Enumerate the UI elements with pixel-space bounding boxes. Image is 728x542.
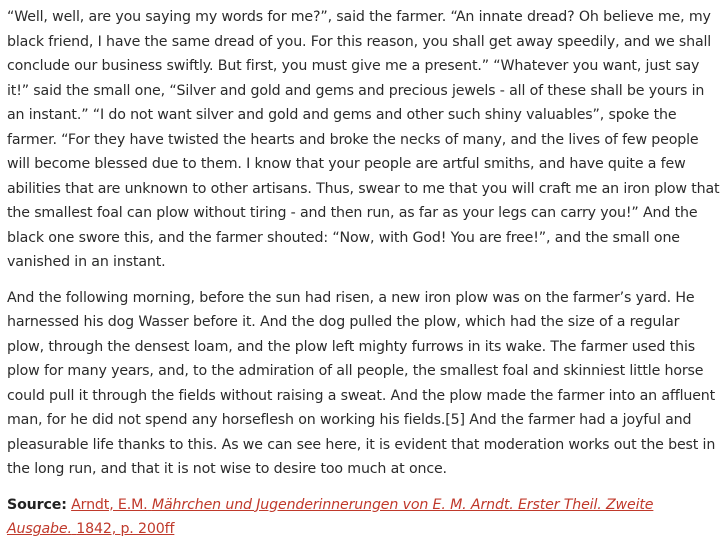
source-author: Arndt, E.M. <box>71 496 148 513</box>
story-paragraph-2: And the following morning, before the sun had risen, a new iron plow was on the farmer’s yard. He harnessed his dog Wasser before it. And the dog pulled the plow, which had the size of a regular plow, through the densest loam, and the plow left mighty furrows in its wake. The farmer used this plow for many years, and, to the admiration of all people, the smallest foal and skinniest little horse could pull it through the fields without raising a sweat. And the plow made the farmer into an affluent man, for he did not spend any horseflesh on working his fields.[5] And the farmer had a joyful and pleasurable life thanks to this. As we can see here, it is evident that moderation works out the best in the long run, and that it is not wise to desire too much at once. <box>7 289 716 477</box>
source-citation <box>7 493 720 542</box>
source-title: Mährchen und Jugenderinnerungen von E. M. Arndt. Erster Theil. Zweite Ausgabe. <box>7 496 654 537</box>
source-year-pages: 1842, p. 200ff <box>76 521 175 537</box>
source-label: Source: <box>7 496 67 513</box>
source-link[interactable] <box>7 497 653 538</box>
story-paragraph-1: “Well, well, are you saying my words for me?”, said the farmer. “An innate dread? Oh believe me, my black friend, I have the same dread of you. For this reason, you shall get away speedily, and we shall conclude our business swiftly. But first, you must give me a present.” “Whatever you want, just say it!” said the small one, “Silver and gold and gems and precious jewels - all of these shall be yours in an instant.” “I do not want silver and gold and gems and other such shiny valuables”, spoke the farmer. “For they have twisted the hearts and broke the necks of many, and the lives of few people will become blessed due to them. I know that your people are artful smiths, and have quite a few abilities that are unknown to other artisans. Thus, swear to me that you will craft me an iron plow that the smallest foal can plow without tiring - and then run, as far as your legs can carry you!” And the black one swore this, and the farmer shouted: “Now, with God! You are free!”, and the small one vanished in an instant. <box>7 9 720 270</box>
